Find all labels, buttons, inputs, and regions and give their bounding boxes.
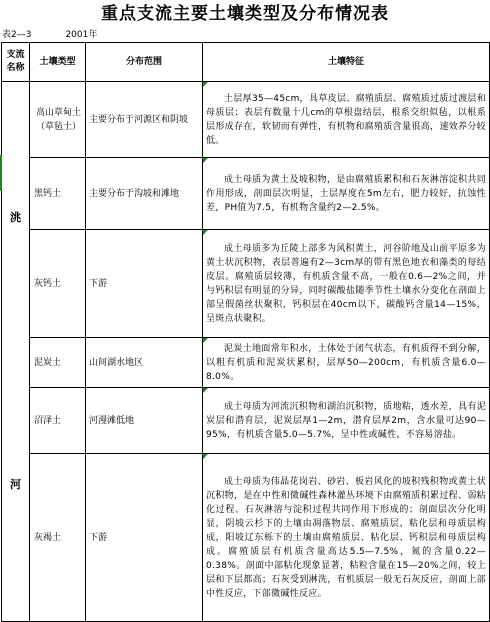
features-text: 成土母质为黄土及坡积物，是由腐殖质累积和石灰淋溶淀积共同作用形成，剖面层次明显，土层厚度在5m左右，肥力较好，抗蚀性差，PH值为7.5，有机物含量约2—2.5%。 xyxy=(206,174,486,213)
features-cell xyxy=(203,388,490,454)
soil-type-cell: 灰褐土 xyxy=(30,454,86,622)
header-soil-type: 土壤类型 xyxy=(30,43,86,82)
range-cell: 河漫滩低地 xyxy=(86,388,203,454)
table-number: 表2—3 xyxy=(2,30,32,40)
features-text: 成土母质多为丘陵上部多为风积黄土，河谷阶地及山前平原多为黄土状沉积物，表层普遍有2—3cm厚的带有黑色地衣和藻类的每结皮层。腐殖质层较薄，有机质含量不高，一般在0.6—2%之间，并与钙积层有明显的分异，同时碳酸盐随季节性土壤水分变化在剖面上部呈假菌丝状聚积，钙积层在40cm以下，碳酸钙含量14—15%，呈斑点状聚积。 xyxy=(206,243,486,324)
features-cell xyxy=(203,338,490,388)
features-cell xyxy=(203,230,490,338)
selection-marker xyxy=(0,155,2,191)
document-title: 重点支流主要土壤类型及分布情况表 xyxy=(101,4,389,24)
header-river: 支流 名称 xyxy=(2,43,30,82)
soil-type-cell: 灰钙土 xyxy=(30,230,86,338)
table-row xyxy=(2,158,490,230)
table-row xyxy=(2,338,490,388)
features-cell xyxy=(203,158,490,230)
header-features: 土壤特征 xyxy=(203,43,490,82)
table-row xyxy=(2,230,490,338)
features-text: 泥炭土地面常年积水，土体处于闭气状态，有机质得不到分解，以粗有机质和泥炭状累积，层厚50—200cm，有机质含量6.0—8.0%。 xyxy=(206,343,486,382)
comment-marker xyxy=(203,158,208,163)
table-header-row xyxy=(2,43,490,82)
soil-table xyxy=(1,42,490,622)
river-name-cell xyxy=(2,82,30,622)
features-text: 成土母质为河流沉积物和湖泊沉积物，质地粘，透水差，具有泥炭层和潜育层，泥炭层厚1—2m，潜育层厚2m，含水量可达90—95%，有机质含量5.0—5.7%，呈中性或碱性，不容易溶盐。 xyxy=(206,401,486,440)
soil-type-cell: 黑钙土 xyxy=(30,158,86,230)
comment-marker xyxy=(203,338,208,343)
soil-type-cell: 沼泽土 xyxy=(30,388,86,454)
range-cell: 山间湖水地区 xyxy=(86,338,203,388)
table-year: 2001年 xyxy=(65,30,98,40)
comment-marker xyxy=(203,230,208,235)
range-cell: 下游 xyxy=(86,230,203,338)
soil-type-cell: 高山草甸土 （草毡土） xyxy=(30,82,86,158)
comment-marker xyxy=(203,82,208,87)
table-row xyxy=(2,82,490,158)
header-range: 分布范围 xyxy=(86,43,203,82)
range-cell: 主要分布于河源区和阴坡 xyxy=(86,82,203,158)
features-text: 成土母质为伟晶花岗岩、砂岩、板岩风化的坡积残积物或黄土状沉积物，是在中性和微碱性森林灌丛环境下由腐殖质积累过程、弱粘化过程、石灰淋溶与淀积过程共同作用下形成的；剖面层次分化明显，阴坡云杉下的土壤由凋落物层、腐殖质层、粘化层和母质层构成，阳坡辽东栎下的土壤由腐殖质层、粘化层、钙积层和母质层构成。腐殖质层有机质含量高达5.5—7.5%，氮的含量0.22—0.38%。剖面中部粘化现象显著，粘粒含量在15—20%之间，较上层和下层都高；石灰受到淋洗，有机质层一般无石灰反应，剖面上部中性反应，下部微碱性反应。 xyxy=(206,476,486,599)
comment-marker xyxy=(203,388,208,393)
features-text: 土层厚35—45cm，具草皮层、腐殖质层、腐殖质过质过渡层和母质层；表层有数量十几cm的草根盘结层，根系交织似毡，以根系层形成存在，软韧而有弹性，有机物和腐殖质含量很高，速效养分较低。 xyxy=(206,93,486,146)
river-name-char-2: 河 xyxy=(10,477,21,491)
table-row xyxy=(2,388,490,454)
range-cell: 主要分布于沟坡和滩地 xyxy=(86,158,203,230)
table-meta xyxy=(2,29,97,41)
table-row xyxy=(2,454,490,622)
river-name-char-1: 洮 xyxy=(10,211,21,225)
comment-marker xyxy=(203,454,208,459)
range-cell: 下游 xyxy=(86,454,203,622)
features-cell xyxy=(203,82,490,158)
features-cell xyxy=(203,454,490,622)
soil-type-cell: 泥炭土 xyxy=(30,338,86,388)
